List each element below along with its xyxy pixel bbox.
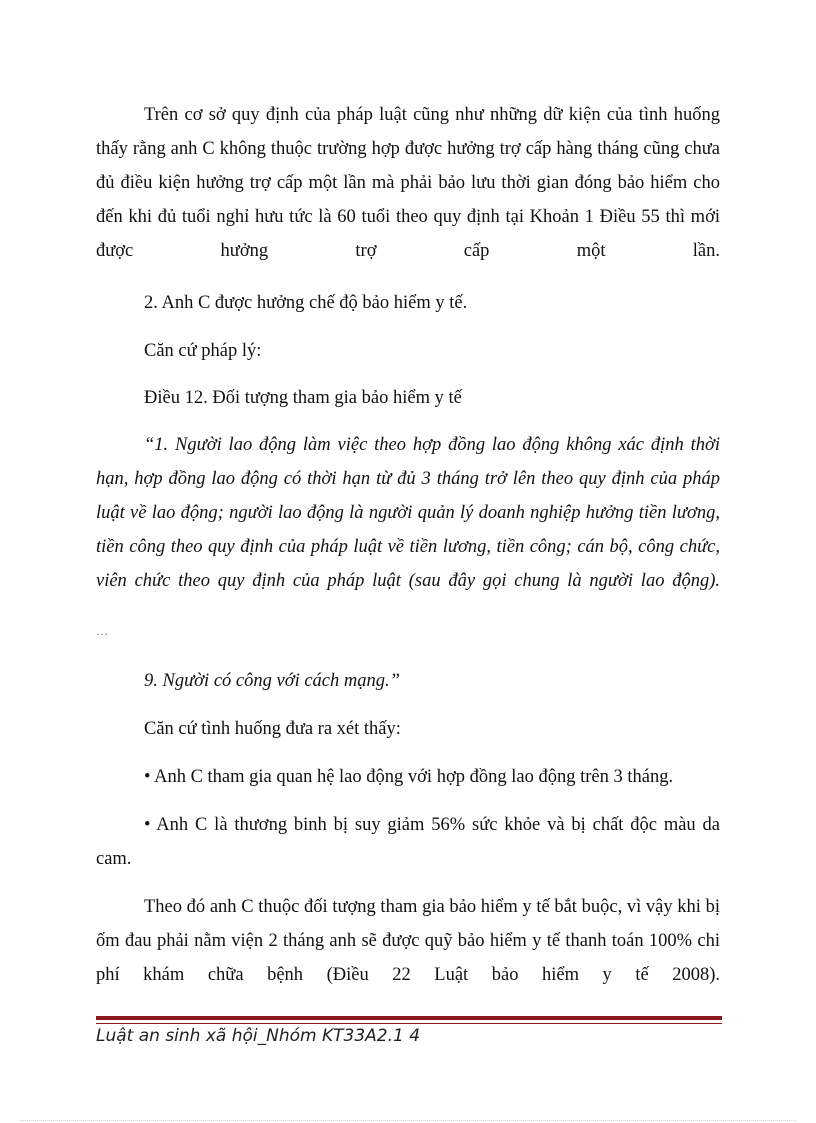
situation-label: Căn cứ tình huống đưa ra xét thấy: <box>144 719 401 739</box>
page-edge <box>20 1120 796 1121</box>
article-quote-clause-9: 9. Người có công với cách mạng.” <box>144 671 400 691</box>
conclusion-paragraph-1: Trên cơ sở quy định của pháp luật cũng như những dữ kiện của tình huống thấy rằng anh C không thuộc trường hợp được hưởng trợ cấp hàng tháng cũng chưa đủ điều kiện hưởng trợ cấp một lần mà phải bảo lưu thời gian đóng bảo hiểm cho đến khi đủ tuổi nghỉ hưu tức là 60 tuổi theo quy định tại Khoản 1 Điều 55 thì mới được hưởng trợ cấp một lần. <box>96 105 720 261</box>
page-footer <box>96 1026 420 1046</box>
article-title: Điều 12. Đối tượng tham gia bảo hiểm y tế <box>144 388 462 408</box>
bullet-item: • Anh C tham gia quan hệ lao động với hợp đồng lao động trên 3 tháng. <box>144 767 674 787</box>
footer-title: Luật an sinh xã hội_Nhóm KT33A2.1 <box>96 1026 404 1046</box>
footer-divider-thin <box>96 1023 722 1024</box>
bullet-item: • Anh C là thương binh bị suy giảm 56% sức khỏe và bị chất độc màu da cam. <box>96 815 720 869</box>
legal-basis-label: Căn cứ pháp lý: <box>144 341 262 361</box>
conclusion-paragraph-2: Theo đó anh C thuộc đối tượng tham gia bảo hiểm y tế bắt buộc, vì vậy khi bị ốm đau phải nằm viện 2 tháng anh sẽ được quỹ bảo hiểm y tế thanh toán 100% chi phí khám chữa bệnh (Điều 22 Luật bảo hiểm y tế 2008). <box>96 897 720 985</box>
ellipsis: … <box>96 624 108 638</box>
section-heading-2: 2. Anh C được hưởng chế độ bảo hiểm y tế. <box>144 293 468 313</box>
article-quote-clause-1: “1. Người lao động làm việc theo hợp đồng lao động không xác định thời hạn, hợp đồng lao động có thời hạn từ đủ 3 tháng trở lên theo quy định của pháp luật về lao động; người lao động là người quản lý doanh nghiệp hưởng tiền lương, tiền công theo quy định của pháp luật về tiền lương, tiền công; cán bộ, công chức, viên chức theo quy định của pháp luật (sau đây gọi chung là người lao động). <box>96 435 720 591</box>
page-number: 4 <box>409 1026 421 1046</box>
footer-divider <box>96 1016 722 1020</box>
